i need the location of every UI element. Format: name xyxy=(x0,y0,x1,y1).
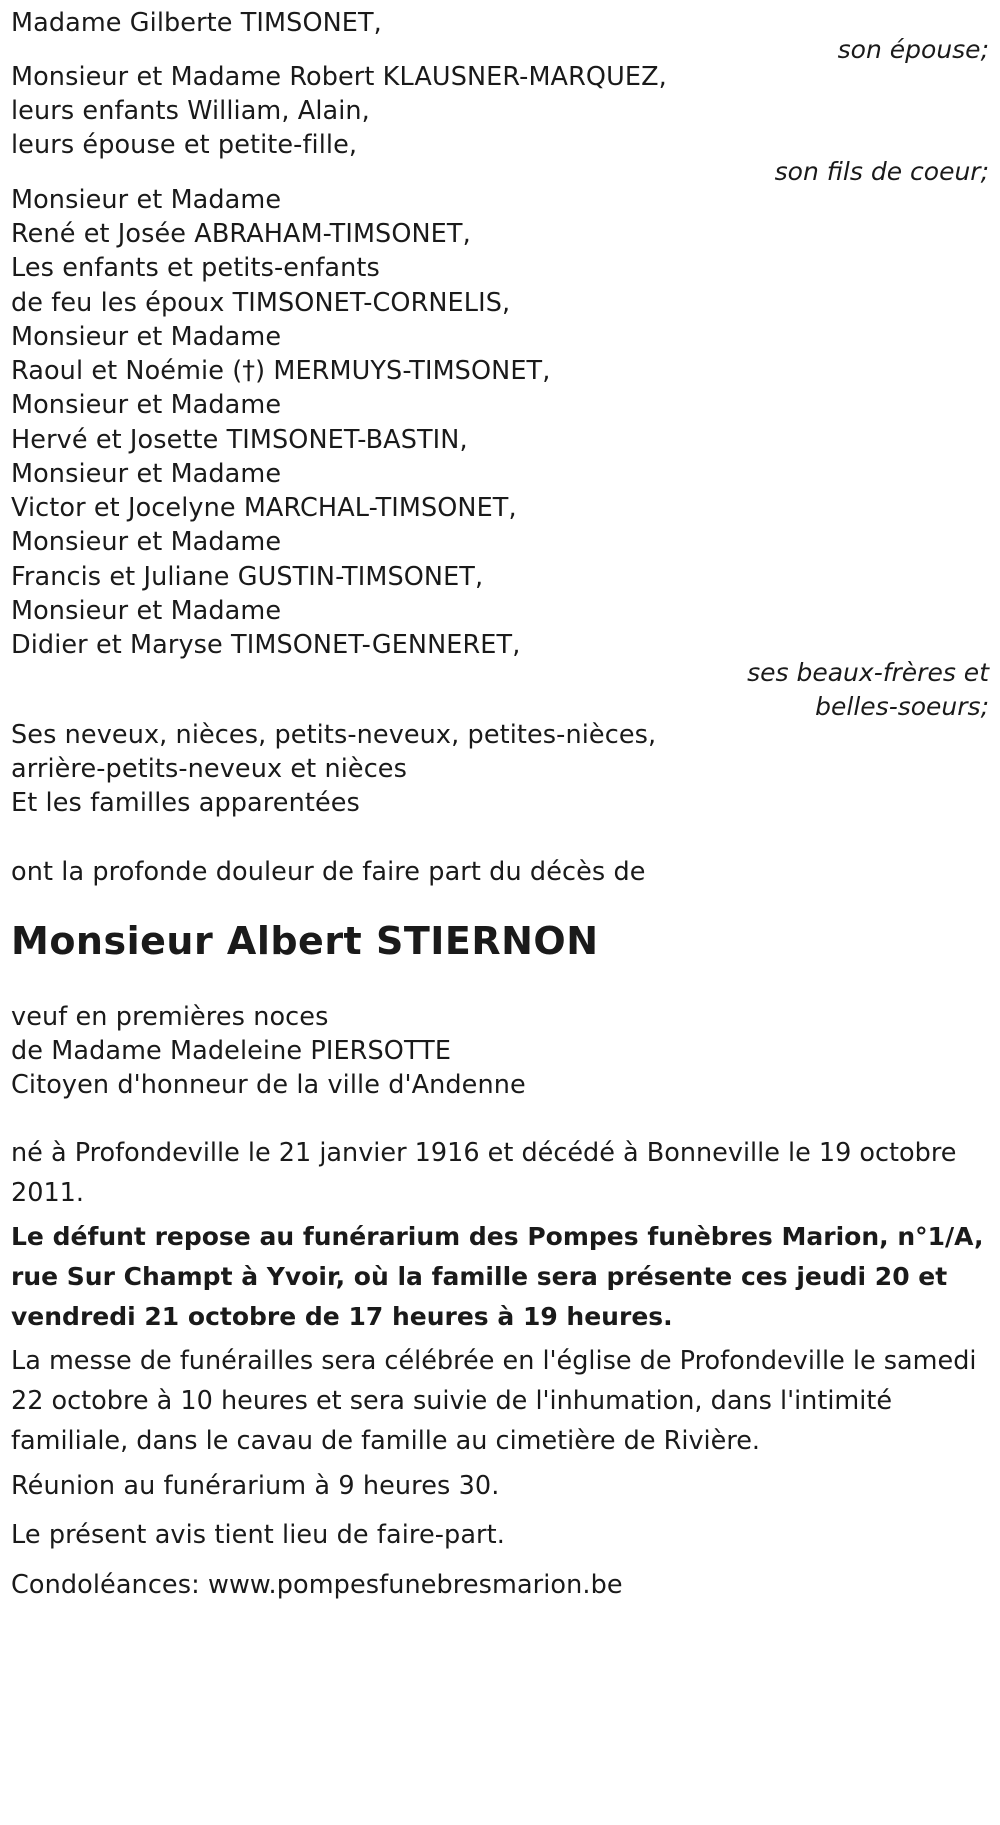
spouse-relation: son épouse; xyxy=(837,35,989,64)
deceased-detail: veuf en premières noces xyxy=(11,1002,329,1032)
spouse-line: Madame Gilberte TIMSONET, xyxy=(11,8,382,38)
others-line: arrière-petits-neveux et nièces xyxy=(11,754,407,784)
siblings-relation: belles-soeurs; xyxy=(815,692,989,721)
sibling-line: Les enfants et petits-enfants xyxy=(11,253,380,283)
sibling-line: Hervé et Josette TIMSONET-BASTIN, xyxy=(11,425,468,455)
others-line: Et les familles apparentées xyxy=(11,788,360,818)
meeting-info: Réunion au funérarium à 9 heures 30. xyxy=(11,1471,500,1501)
heart-son-line: Monsieur et Madame Robert KLAUSNER-MARQUEZ, xyxy=(11,62,667,92)
sibling-line: Monsieur et Madame xyxy=(11,596,282,626)
siblings-relation: ses beaux-frères et xyxy=(747,658,989,687)
notice-line: Le présent avis tient lieu de faire-part. xyxy=(11,1520,505,1550)
mass-info: La messe de funérailles sera célébrée en l'église de Profondeville le samedi 22 octobre à 10 heures et sera suivie de l'inhumation, dans l'intimité familiale, dans le cavau de famille au cimetière de Rivière. xyxy=(11,1346,977,1456)
condolences-line: Condoléances: www.pompesfunebresmarion.be xyxy=(11,1570,623,1600)
heart-son-relation: son fils de coeur; xyxy=(774,157,989,186)
others-line: Ses neveux, nièces, petits-neveux, petites-nièces, xyxy=(11,720,657,750)
sibling-line: René et Josée ABRAHAM-TIMSONET, xyxy=(11,219,471,249)
deceased-detail: de Madame Madeleine PIERSOTTE xyxy=(11,1036,452,1066)
heart-son-line: leurs épouse et petite-fille, xyxy=(11,130,358,160)
sibling-line: Monsieur et Madame xyxy=(11,527,282,557)
sibling-line: Monsieur et Madame xyxy=(11,322,282,352)
sibling-line: de feu les époux TIMSONET-CORNELIS, xyxy=(11,288,511,318)
sibling-line: Monsieur et Madame xyxy=(11,459,282,489)
heart-son-line: leurs enfants William, Alain, xyxy=(11,96,370,126)
birth-death: né à Profondeville le 21 janvier 1916 et décédé à Bonneville le 19 octobre 2011. xyxy=(11,1138,957,1208)
sibling-line: Monsieur et Madame xyxy=(11,185,282,215)
sibling-line: Didier et Maryse TIMSONET-GENNERET, xyxy=(11,630,521,660)
announcement: ont la profonde douleur de faire part du décès de xyxy=(11,857,646,887)
deceased-name: Monsieur Albert STIERNON xyxy=(11,919,599,963)
sibling-line: Victor et Jocelyne MARCHAL-TIMSONET, xyxy=(11,493,517,523)
sibling-line: Raoul et Noémie (†) MERMUYS-TIMSONET, xyxy=(11,356,551,386)
funerarium-info: Le défunt repose au funérarium des Pompes funèbres Marion, n°1/A, rue Sur Champt à Yvoir, où la famille sera présente ces jeudi 20 et vendredi 21 octobre de 17 heures à 19 heures. xyxy=(11,1222,984,1331)
deceased-detail: Citoyen d'honneur de la ville d'Andenne xyxy=(11,1070,526,1100)
sibling-line: Monsieur et Madame xyxy=(11,390,282,420)
sibling-line: Francis et Juliane GUSTIN-TIMSONET, xyxy=(11,562,484,592)
